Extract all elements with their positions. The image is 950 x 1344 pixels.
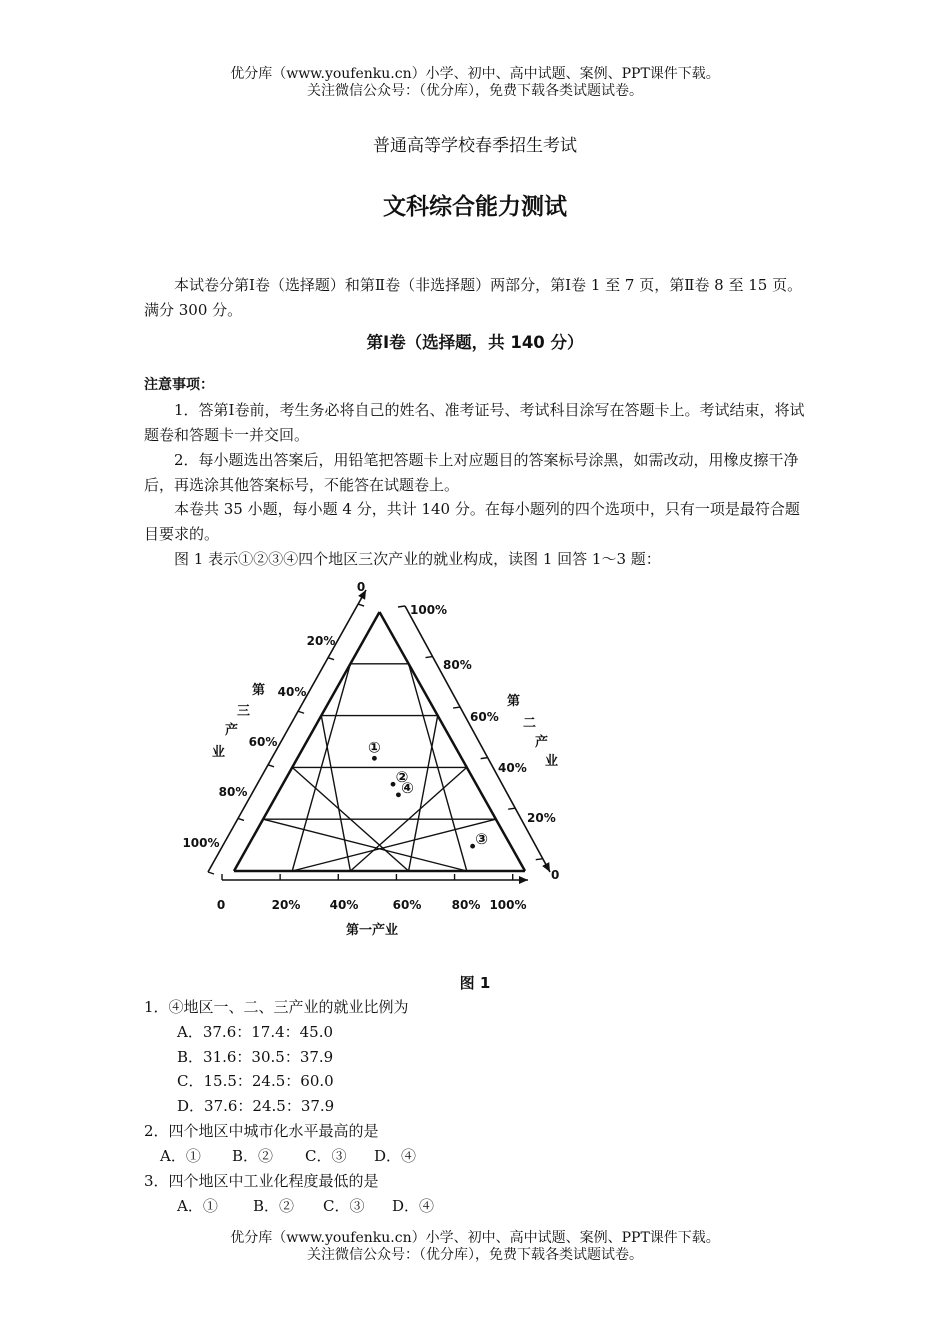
data-point-2-label: ② — [395, 768, 409, 787]
question-2-stem: 2．四个地区中城市化水平最高的是 — [144, 1122, 379, 1140]
left-axis-tick — [208, 872, 214, 874]
grid-line-left-diagonal — [263, 819, 467, 871]
left-axis-label-4: 业 — [212, 745, 226, 760]
left-axis-label-3: 产 — [225, 723, 239, 738]
figure-intro: 图 1 表示①②③④四个地区三次产业的就业构成，读图 1 回答 1～3 题： — [174, 550, 661, 568]
right-axis-tick — [426, 657, 433, 658]
note-2: 2．每小题选出答案后，用铅笔把答题卡上对应题目的答案标号涂黑，如需改动，用橡皮擦干净后，再选涂其他答案标号，不能答在试题卷上。 — [144, 451, 799, 494]
data-point-1 — [368, 738, 381, 760]
question-3-option-a: A．① — [177, 1197, 218, 1215]
question-3-option-b: B．② — [253, 1197, 295, 1215]
bottom-axis-arrow-arrowhead — [519, 876, 528, 884]
ternary-diagram — [0, 572, 950, 972]
right-axis-label-2: 二 — [523, 716, 537, 731]
question-2-option-a: A．① — [160, 1147, 201, 1165]
question-3-option-d: D．④ — [392, 1197, 435, 1215]
left-axis-label-1: 第 — [252, 683, 266, 698]
exam-title: 文科综合能力测试 — [383, 194, 567, 220]
data-point-4-label: ④ — [401, 778, 414, 797]
bottom-tick-100: 100% — [489, 898, 527, 912]
question-1-option-b: B．31.6：30.5：37.9 — [177, 1048, 334, 1066]
triangle-right-side — [380, 612, 526, 871]
bottom-tick-40: 40% — [329, 898, 359, 912]
question-1-stem: 1．④地区一、二、三产业的就业比例为 — [144, 998, 409, 1016]
footer-line-2: 关注微信公众号：（优分库），免费下载各类试题试卷。 — [307, 1247, 643, 1263]
right-axis-label-1: 第 — [507, 694, 521, 709]
footer-line-1: 优分库（www.youfenku.cn）小学、初中、高中试题、案例、PPT课件下载。 — [230, 1230, 720, 1246]
page-header — [0, 66, 950, 100]
left-axis-label-2: 三 — [237, 704, 251, 719]
right-axis-tick — [481, 758, 488, 759]
data-point-3-label: ③ — [475, 830, 488, 849]
notes-heading: 注意事项： — [144, 377, 214, 393]
right-axis-tick — [508, 808, 515, 809]
grid-line-right-diagonal — [292, 819, 496, 871]
right-tick-100: 100% — [410, 603, 448, 617]
data-point-3 — [470, 830, 488, 848]
left-tick-60: 60% — [248, 735, 278, 749]
part-one-heading: 第Ⅰ卷（选择题，共 140 分） — [366, 333, 584, 352]
question-2-option-d: D．④ — [374, 1147, 417, 1165]
right-axis-tick — [536, 859, 543, 860]
question-2-option-b: B．② — [232, 1147, 274, 1165]
question-1-option-a: A．37.6：17.4：45.0 — [177, 1023, 334, 1041]
left-axis-tick — [298, 711, 304, 713]
question-1-option-d: D．37.6：24.5：37.9 — [177, 1097, 335, 1115]
question-2-option-c: C．③ — [305, 1147, 347, 1165]
right-tick-20: 20% — [527, 811, 556, 825]
bottom-axis-label: 第一产业 — [345, 923, 399, 938]
header-line-2: 关注微信公众号：（优分库），免费下载各类试题试卷。 — [307, 83, 643, 99]
note-1: 1．答第Ⅰ卷前，考生务必将自己的姓名、准考证号、考试科目涂写在答题卡上。考试结束，将试题卷和答题卡一并交回。 — [144, 401, 805, 444]
right-axis-label-4: 业 — [545, 754, 559, 769]
right-axis-label-3: 产 — [535, 735, 549, 750]
right-tick-40: 40% — [498, 761, 527, 775]
left-tick-20: 20% — [306, 634, 336, 648]
right-axis-tick — [398, 606, 405, 607]
right-tick-60: 60% — [470, 710, 499, 724]
left-axis-tick — [328, 658, 334, 660]
exam-intro: 本试卷分第Ⅰ卷（选择题）和第Ⅱ卷（非选择题）两部分，第Ⅰ卷 1 至 7 页，第Ⅱ卷 8 至 15 页。满分 300 分。 — [144, 276, 803, 319]
exam-subtitle: 普通高等学校春季招生考试 — [373, 136, 577, 156]
bottom-tick-80: 80% — [451, 898, 481, 912]
left-axis-tick — [238, 818, 244, 820]
data-point-1-label: ① — [368, 738, 381, 757]
right-axis-tick — [453, 707, 460, 708]
left-tick-0: 0 — [356, 580, 366, 594]
header-line-1: 优分库（www.youfenku.cn）小学、初中、高中试题、案例、PPT课件下载。 — [230, 66, 720, 82]
bottom-tick-20: 20% — [271, 898, 301, 912]
right-tick-80: 80% — [443, 658, 472, 672]
question-3-options — [177, 1194, 434, 1219]
bottom-tick-0: 0 — [216, 898, 226, 912]
left-tick-80: 80% — [218, 785, 248, 799]
page-footer — [0, 1230, 950, 1264]
left-tick-100: 100% — [182, 836, 220, 850]
question-2-options — [160, 1144, 416, 1169]
left-tick-40: 40% — [277, 685, 307, 699]
question-3-stem: 3．四个地区中工业化程度最低的是 — [144, 1172, 379, 1190]
left-axis-tick — [358, 604, 364, 606]
question-3-option-c: C．③ — [323, 1197, 365, 1215]
grid-line-left-diagonal — [321, 716, 350, 871]
bottom-tick-60: 60% — [392, 898, 422, 912]
figure-caption: 图 1 — [459, 974, 491, 992]
note-3: 本卷共 35 小题，每小题 4 分，共计 140 分。在每小题列的四个选项中，只有一项是最符合题目要求的。 — [144, 500, 800, 543]
right-tick-0: 0 — [551, 868, 560, 882]
question-1-option-c: C．15.5：24.5：60.0 — [177, 1072, 334, 1090]
left-axis-tick — [268, 765, 274, 767]
